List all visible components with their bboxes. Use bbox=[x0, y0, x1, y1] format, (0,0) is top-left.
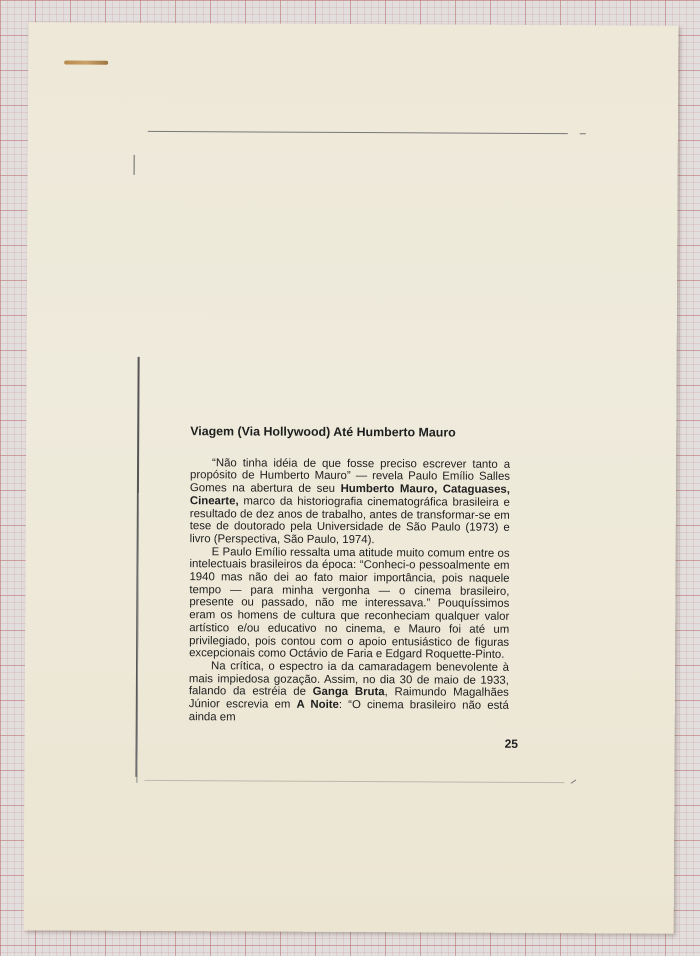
crop-mark-top-right bbox=[580, 133, 586, 134]
crop-line-top bbox=[148, 131, 568, 134]
article bbox=[189, 425, 511, 725]
paragraph-2: E Paulo Emílio ressalta uma atitude muito comum entre os intelectuais brasileiros da época: “Conheci-o pessoalmente em 1940 mas não dei ao fato maior importância, pois naquele tempo — para minha vergonha — o cinema brasileiro, presente ou passado, não me interessava.” Pouquíssimos eram os homens de cultura que reconheciam qualquer valor artístico e/ou educativo no cinema, e Mauro foi até um privilegiado, pois contou com o apoio entusiástico de figuras excepcionais como Octávio de Faria e Edgard Roquette-Pinto. bbox=[189, 545, 510, 662]
newspaper-title: A Noite bbox=[296, 698, 339, 712]
film-title: Ganga Bruta bbox=[312, 686, 385, 699]
staple bbox=[64, 60, 108, 64]
paragraph-1-text-b: marco da historiografia cinematográfica brasileira e resultado de dez anos de trabalho, antes de transformar-se em tese de doutorado pela Universidade de São Paulo (1973) e livro (Perspectiva, São Paulo, 1974). bbox=[189, 495, 510, 547]
paragraph-3 bbox=[189, 660, 509, 725]
page-number: 25 bbox=[504, 736, 519, 751]
book-title: Humberto Mauro, Cataguases, Cinearte, bbox=[189, 483, 510, 508]
paper-sheet bbox=[24, 22, 679, 933]
crop-mark-left-top bbox=[134, 155, 135, 175]
crop-line-bottom bbox=[144, 780, 564, 783]
article-title: Viagem (Via Hollywood) Até Humberto Mauro bbox=[190, 424, 456, 440]
crop-line-left-inner bbox=[136, 493, 139, 783]
paragraph-3-text-b: , Raimundo Magalhães Júnior escrevia em bbox=[188, 686, 509, 711]
paragraph-3-text-a: Na crítica, o espectro ia da camaradagem benevolente à mais impiedosa gozação. Assim, no dia 30 de maio de 1933, falando da estréia de bbox=[188, 660, 510, 699]
paragraph-1 bbox=[190, 457, 510, 548]
paragraph-3-text-c: : “O cinema brasileiro não está ainda em bbox=[188, 699, 509, 724]
paragraph-1-text-a: “Não tinha idéia de que fosse preciso escrever tanto a propósito de Humberto Mauro” — revela Paulo Emílio Salles Gomes na abertura de seu bbox=[189, 456, 511, 496]
crop-mark-bottom-right bbox=[571, 780, 577, 784]
